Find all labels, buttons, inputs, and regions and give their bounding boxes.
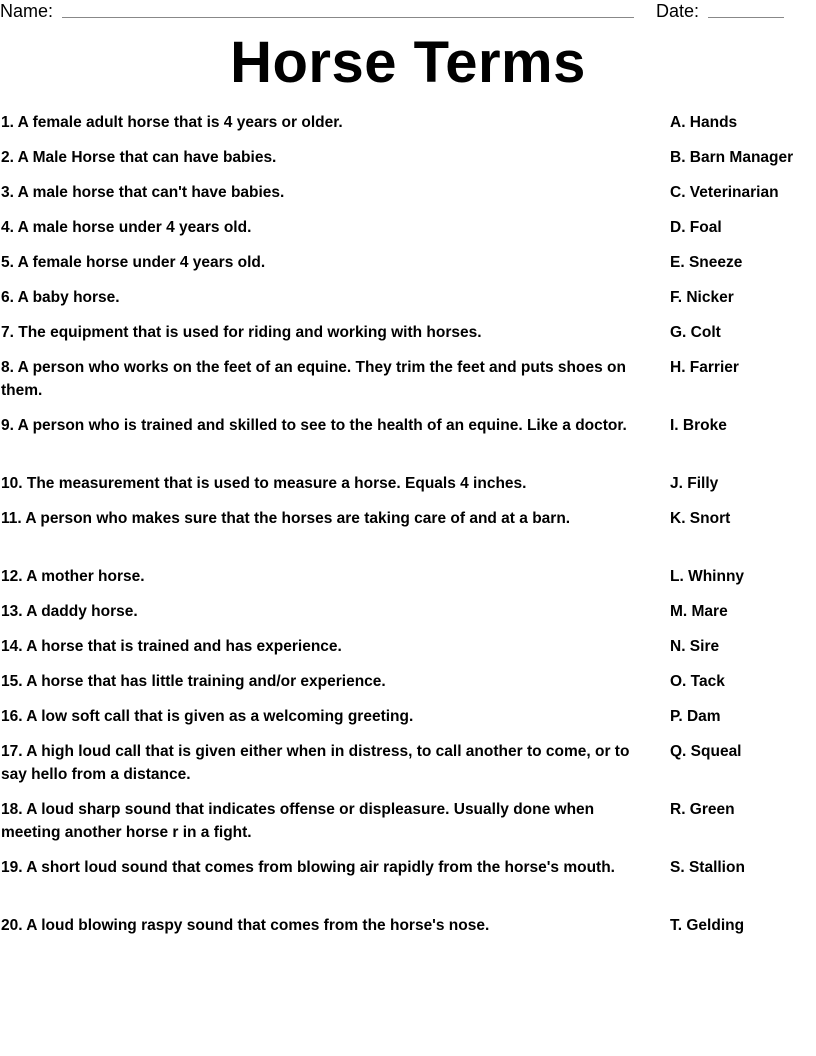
matching-row <box>0 215 816 250</box>
clue-text: 1. A female adult horse that is 4 years or older. <box>1 114 343 131</box>
answer-option: B. Barn Manager <box>670 149 794 166</box>
clue-text: 16. A low soft call that is given as a welcoming greeting. <box>1 708 414 725</box>
answer-option: A. Hands <box>670 114 738 131</box>
answer-option: E. Sneeze <box>670 254 743 271</box>
matching-row <box>0 180 816 215</box>
matching-row <box>0 145 816 180</box>
matching-row <box>0 669 816 704</box>
answer-option: G. Colt <box>670 324 721 341</box>
answer-option: M. Mare <box>670 603 728 620</box>
answer-option: O. Tack <box>670 673 725 690</box>
answer-option: J. Filly <box>670 475 719 492</box>
name-label: Name: <box>0 1 54 21</box>
clue-text: 11. A person who makes sure that the horses are taking care of and at a barn. <box>1 510 571 527</box>
clue-text: 3. A male horse that can't have babies. <box>1 184 285 201</box>
matching-row <box>0 797 816 855</box>
answer-option: Q. Squeal <box>670 743 742 760</box>
clue-text: 9. A person who is trained and skilled to see to the health of an equine. Like a doctor. <box>1 417 627 434</box>
clue-text: 14. A horse that is trained and has experience. <box>1 638 342 655</box>
clue-text: 2. A Male Horse that can have babies. <box>1 149 277 166</box>
answer-option: T. Gelding <box>670 917 745 934</box>
answer-option: N. Sire <box>670 638 720 655</box>
matching-list <box>0 110 816 948</box>
clue-text: 17. A high loud call that is given either when in distress, to call another to come, or to say hello from a distance. <box>1 743 630 783</box>
clue-text: 15. A horse that has little training and/or experience. <box>1 673 386 690</box>
name-field-line[interactable] <box>62 17 634 18</box>
matching-row <box>0 739 816 797</box>
answer-option: R. Green <box>670 801 735 818</box>
clue-text: 20. A loud blowing raspy sound that comes from the horse's nose. <box>1 917 490 934</box>
answer-option: C. Veterinarian <box>670 184 779 201</box>
answer-option: H. Farrier <box>670 359 739 376</box>
matching-row <box>0 855 816 913</box>
clue-text: 13. A daddy horse. <box>1 603 138 620</box>
clue-text: 8. A person who works on the feet of an equine. They trim the feet and puts shoes on them. <box>1 359 626 399</box>
matching-row <box>0 110 816 145</box>
clue-text: 5. A female horse under 4 years old. <box>1 254 266 271</box>
clue-text: 4. A male horse under 4 years old. <box>1 219 252 236</box>
answer-option: F. Nicker <box>670 289 734 306</box>
clue-text: 19. A short loud sound that comes from blowing air rapidly from the horse's mouth. <box>1 859 615 876</box>
matching-row <box>0 564 816 599</box>
matching-row <box>0 704 816 739</box>
matching-row <box>0 355 816 413</box>
clue-text: 12. A mother horse. <box>1 568 145 585</box>
clue-text: 7. The equipment that is used for riding and working with horses. <box>1 324 482 341</box>
date-label: Date: <box>656 1 700 21</box>
clue-text: 6. A baby horse. <box>1 289 120 306</box>
answer-option: S. Stallion <box>670 859 745 876</box>
answer-option: I. Broke <box>670 417 727 434</box>
matching-row <box>0 913 816 948</box>
matching-row <box>0 471 816 506</box>
answer-option: P. Dam <box>670 708 721 725</box>
page-title: Horse Terms <box>230 30 586 95</box>
matching-row <box>0 250 816 285</box>
matching-row <box>0 285 816 320</box>
matching-row <box>0 634 816 669</box>
matching-row <box>0 599 816 634</box>
matching-row <box>0 506 816 564</box>
answer-option: L. Whinny <box>670 568 745 585</box>
clue-text: 18. A loud sharp sound that indicates offense or displeasure. Usually done when meeting another horse r in a fight. <box>1 801 595 841</box>
date-field-line[interactable] <box>708 17 784 18</box>
worksheet-header <box>0 0 816 24</box>
answer-option: D. Foal <box>670 219 722 236</box>
answer-option: K. Snort <box>670 510 731 527</box>
clue-text: 10. The measurement that is used to measure a horse. Equals 4 inches. <box>1 475 527 492</box>
matching-row <box>0 320 816 355</box>
matching-row <box>0 413 816 471</box>
